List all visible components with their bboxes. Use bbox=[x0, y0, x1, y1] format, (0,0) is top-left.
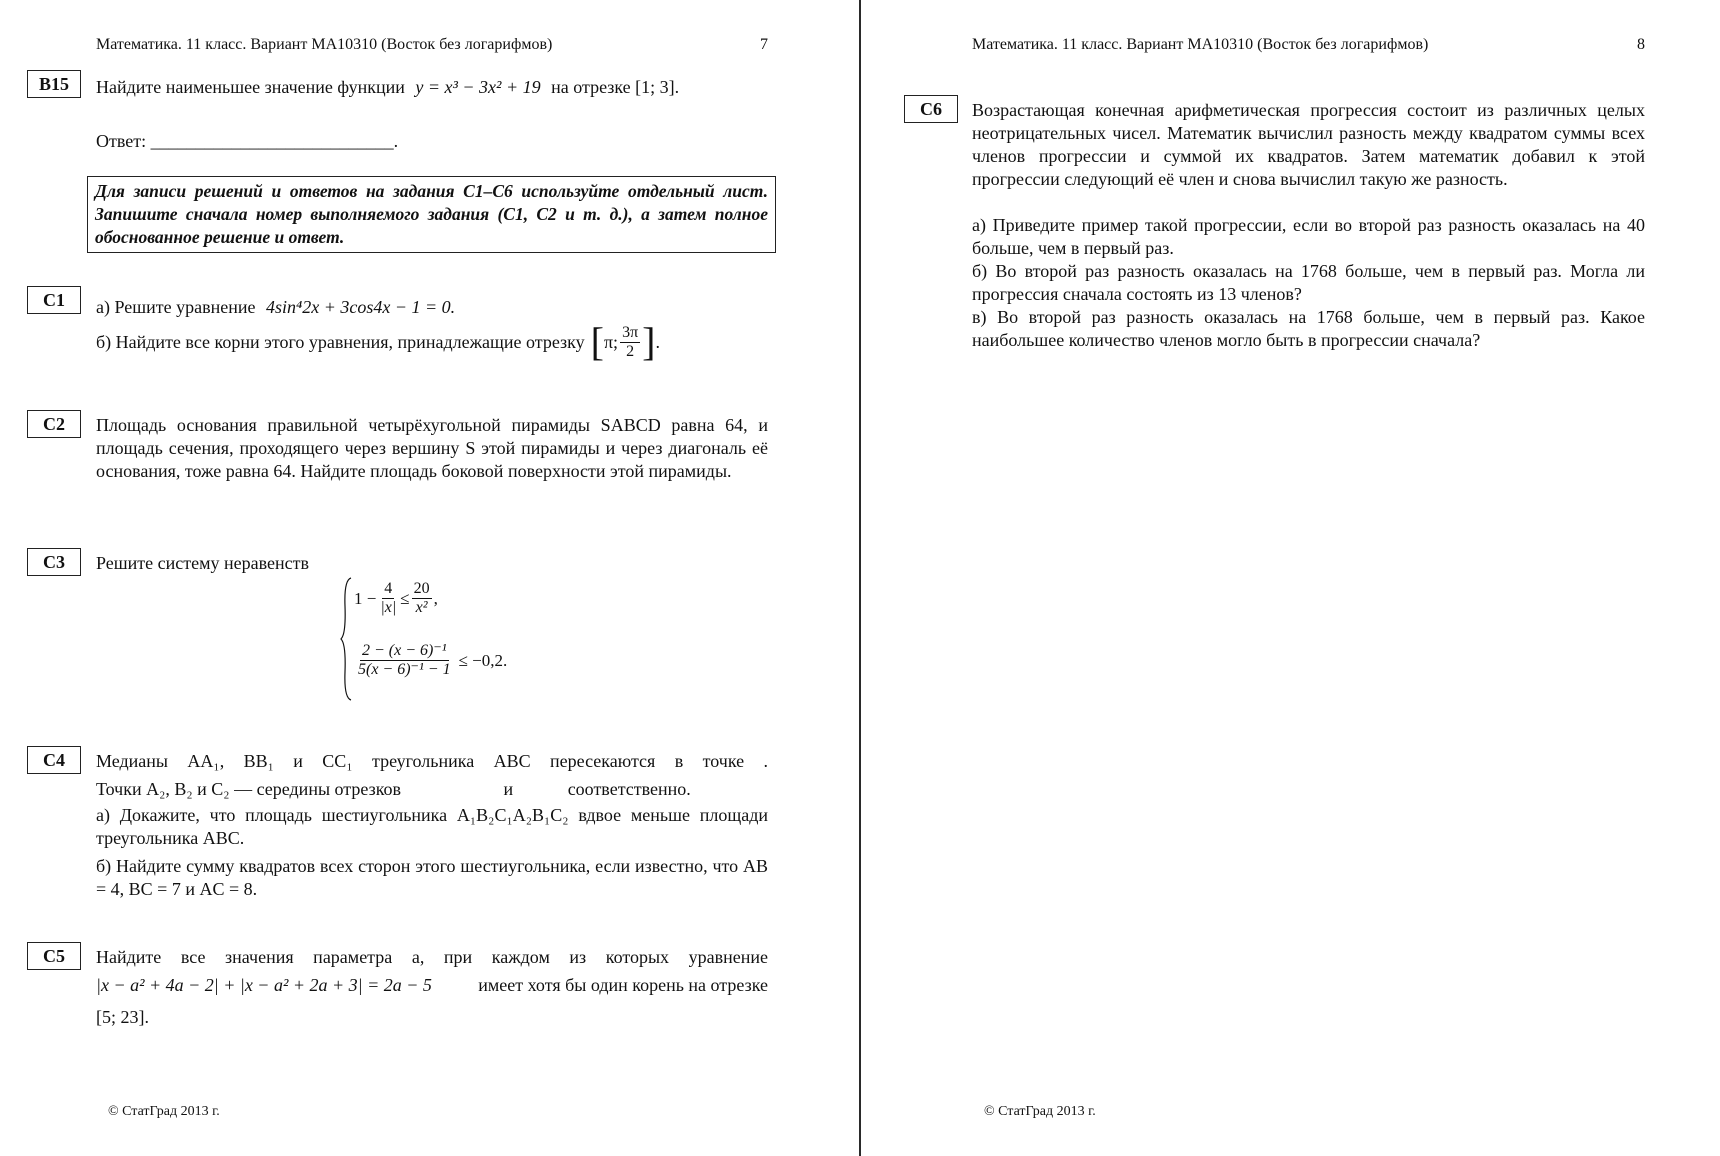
c4-part-a: а) Докажите, что площадь шестиугольника A₁B₂C₁A₂B₁C₂ вдвое меньше площади треугольника ABC. bbox=[96, 805, 768, 848]
ineq2-num: 2 − (x − 6)⁻¹ bbox=[362, 642, 447, 659]
system-brace bbox=[340, 576, 352, 702]
c4-line1: Медианы AA₁, BB₁ и CC₁ треугольника ABC пересекаются в точке . bbox=[96, 751, 768, 771]
c5-line2-rest: имеет хотя бы один корень на отрезке bbox=[478, 975, 768, 995]
task-label-c4: C4 bbox=[27, 746, 81, 774]
c2-text: Площадь основания правильной четырёхугольной пирамиды SABCD равна 64, и площадь сечения, проходящего через вершину S этой пирамиды и через диагональ её основания, тоже равна 64. Найдите площадь боковой поверхности этой пирамиды. bbox=[96, 415, 768, 481]
c1-b-text: б) Найдите все корни этого уравнения, принадлежащие отрезку bbox=[96, 331, 585, 352]
b15-interval: [1; 3]. bbox=[635, 77, 680, 97]
b15-text-mid: на отрезке bbox=[551, 77, 631, 97]
c5-line2 bbox=[96, 974, 768, 997]
task-label-c1: C1 bbox=[27, 286, 81, 314]
ineq1-frac2-num: 20 bbox=[413, 580, 430, 597]
c3-inequality-1 bbox=[354, 580, 438, 617]
ineq1-sign: ≤ bbox=[400, 588, 410, 608]
c1-fraction bbox=[620, 324, 640, 361]
c4-line2-b: и bbox=[503, 779, 514, 799]
page-number: 8 bbox=[1637, 36, 1645, 53]
c1-part-b: б) Найдите все корни этого уравнения, принадлежащие отрезку [ π; $\frac{3\pi}{2}$ ] . bbox=[96, 319, 660, 364]
page-footer: © СтатГрад 2013 г. bbox=[108, 1104, 220, 1119]
b15-answer-line: Ответ: ___________________________. bbox=[96, 131, 399, 151]
page-header: Математика. 11 класс. Вариант МА10310 (Восток без логарифмов) bbox=[972, 36, 1429, 53]
ineq1-end: , bbox=[433, 588, 438, 608]
task-label-c2: C2 bbox=[27, 410, 81, 438]
b15-function: y = x³ − 3x² + 19 bbox=[415, 77, 541, 97]
instructions-box: Для записи решений и ответов на задания С1–С6 используйте отдельный лист. Запишите сначала номер выполняемого задания (С1, С2 и т. д.), а затем полное обоснованное решение и ответ. bbox=[87, 176, 776, 253]
c4-line2-c: соответственно. bbox=[567, 779, 691, 799]
c5-equation: |x − a² + 4a − 2| + |x − a² + 2a + 3| = 2a − 5 bbox=[96, 975, 432, 995]
c6-intro: Возрастающая конечная арифметическая прогрессия состоит из различных целых неотрицательных чисел. Математик вычислил разность между квадратом суммы всех членов прогрессии и суммой их квадратов. Затем математик добавил к этой прогрессии следующий её член и снова вычислил такую же разность. bbox=[972, 100, 1645, 189]
c4-part-b: б) Найдите сумму квадратов всех сторон этого шестиугольника, если известно, что AB = 4, BC = 7 и AC = 8. bbox=[96, 856, 768, 899]
c4-line2 bbox=[96, 778, 691, 801]
c1-frac-den: 2 bbox=[626, 342, 635, 360]
c5-interval: [5; 23]. bbox=[96, 1007, 149, 1027]
page-footer: © СтатГрад 2013 г. bbox=[984, 1104, 1096, 1119]
c1-a-prefix: а) Решите уравнение bbox=[96, 297, 256, 317]
page-number: 7 bbox=[760, 36, 768, 53]
c1-a-equation: 4sin⁴2x + 3cos4x − 1 = 0. bbox=[265, 297, 456, 317]
c5-line1: Найдите все значения параметра a, при каждом из которых уравнение bbox=[96, 947, 768, 967]
c3-inequality-system bbox=[340, 576, 540, 704]
c1-part-a bbox=[96, 296, 455, 319]
ineq1-frac1 bbox=[378, 580, 398, 617]
ineq2-frac bbox=[356, 642, 453, 679]
task-label-c6: C6 bbox=[904, 95, 958, 123]
c1-frac-num: 3π bbox=[622, 323, 639, 341]
b15-question bbox=[96, 76, 679, 99]
c1-bracket-left: [ bbox=[590, 319, 604, 364]
c3-inequality-2 bbox=[354, 642, 507, 679]
c1-bracket-right: ] bbox=[642, 319, 656, 364]
ineq1-left: 1 − bbox=[354, 588, 377, 608]
right-page bbox=[861, 0, 1720, 1156]
ineq1-frac2 bbox=[412, 580, 432, 617]
c4-line2-a: Точки A₂, B₂ и C₂ — середины отрезков bbox=[96, 779, 402, 799]
c6-part-b: б) Во второй раз разность оказалась на 1768 больше, чем в первый раз. Могла ли прогрессия сначала состоять из 13 членов? bbox=[972, 261, 1645, 304]
ineq2-den: 5(x − 6)⁻¹ − 1 bbox=[358, 661, 451, 678]
ineq1-frac1-num: 4 bbox=[384, 580, 393, 597]
c1-b-interval-left: π; bbox=[603, 331, 619, 352]
left-page bbox=[0, 0, 859, 1156]
task-label-b15: B15 bbox=[27, 70, 81, 98]
page-header: Математика. 11 класс. Вариант МА10310 (Восток без логарифмов) bbox=[96, 36, 553, 53]
c6-part-c: в) Во второй раз разность оказалась на 1768 больше, чем в первый раз. Какое наибольшее количество членов могло быть в прогрессии сначала? bbox=[972, 307, 1645, 350]
c6-part-a: а) Приведите пример такой прогрессии, если во второй раз разность оказалась на 40 больше, чем в первый раз. bbox=[972, 215, 1645, 258]
ineq2-right: ≤ −0,2. bbox=[458, 650, 508, 670]
task-label-c5: C5 bbox=[27, 942, 81, 970]
ineq1-frac1-den: |x| bbox=[380, 599, 397, 616]
c3-text: Решите систему неравенств bbox=[96, 553, 309, 573]
task-label-c3: C3 bbox=[27, 548, 81, 576]
b15-text-prefix: Найдите наименьшее значение функции bbox=[96, 77, 405, 97]
ineq1-frac2-den: x² bbox=[415, 599, 428, 616]
